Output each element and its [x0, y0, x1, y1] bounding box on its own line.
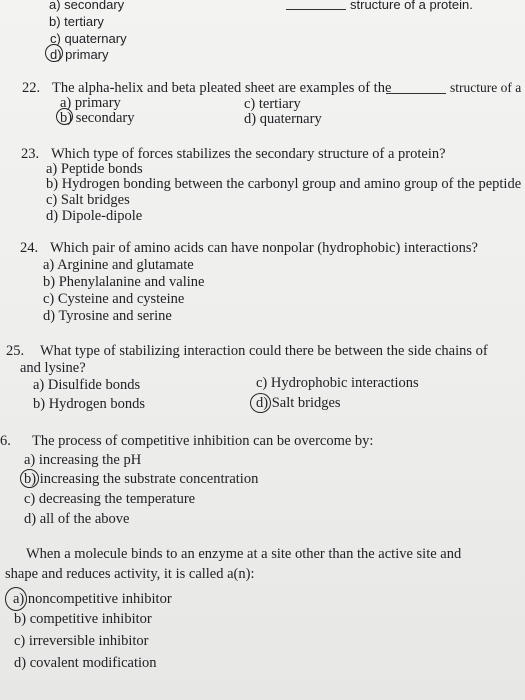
option-d: d) quaternary [244, 111, 322, 127]
question-stem: What type of stabilizing interaction could there be between the side chains of [40, 343, 488, 359]
header-fragment-left: a) secondary [49, 0, 125, 12]
option-a: a) Arginine and glutamate [43, 257, 194, 273]
question-stem: Which type of forces stabilizes the secondary structure of a protein? [51, 146, 446, 162]
question-stem: Which pair of amino acids can have nonpolar (hydrophobic) interactions? [50, 240, 478, 256]
option-c: c) quaternary [50, 31, 127, 46]
option-b: b) Hydrogen bonding between the carbonyl group and amino group of the peptide [46, 176, 522, 192]
option-d: d) Salt bridges [256, 395, 341, 411]
option-d: d) all of the above [24, 511, 130, 527]
question-stem: The alpha-helix and beta pleated sheet are examples of the [52, 80, 392, 96]
option-d: d) covalent modification [14, 655, 157, 671]
option-c: c) Hydrophobic interactions [256, 375, 419, 391]
option-a: a) Disulfide bonds [33, 377, 141, 393]
option-b: b) competitive inhibitor [14, 611, 152, 627]
option-b: b) secondary [60, 110, 135, 126]
question-number: 24. [20, 240, 39, 256]
question-number: 6. [0, 433, 11, 449]
question-stem-line2: shape and reduces activity, it is called a(n): [5, 566, 255, 582]
option-c: c) decreasing the temperature [24, 491, 196, 507]
question-number: 25. [6, 343, 25, 359]
answer-circle [56, 108, 73, 125]
option-d: d) Tyrosine and serine [43, 308, 172, 324]
option-d: d) Dipole-dipole [46, 208, 143, 224]
question-stem: When a molecule binds to an enzyme at a site other than the active site and [26, 546, 462, 562]
answer-blank [286, 9, 346, 10]
question-stem: The process of competitive inhibition can be overcome by: [32, 433, 374, 449]
option-a: a) primary [60, 95, 121, 111]
question-stem-line2: and lysine? [20, 360, 86, 376]
option-c: c) Salt bridges [46, 192, 130, 208]
header-fragment-right: structure of a protein. [350, 0, 473, 12]
option-c: c) irreversible inhibitor [14, 633, 149, 649]
answer-circle [45, 44, 63, 62]
answer-circle [20, 469, 39, 488]
answer-blank [386, 93, 446, 94]
option-a: a) Peptide bonds [46, 161, 143, 177]
question-number: 22. [22, 80, 41, 96]
question-number: 23. [21, 146, 40, 162]
option-d: d) primary [50, 47, 109, 62]
answer-circle [250, 393, 271, 413]
option-a: a) increasing the pH [24, 452, 142, 468]
option-c: c) Cysteine and cysteine [43, 291, 185, 307]
option-b: b) Hydrogen bonds [33, 396, 145, 412]
option-a: a) noncompetitive inhibitor [13, 591, 172, 607]
option-c: c) tertiary [244, 96, 301, 112]
option-b: b) Phenylalanine and valine [43, 274, 205, 290]
question-stem-end: structure of a [450, 80, 522, 95]
answer-circle [5, 587, 27, 611]
option-b: b) increasing the substrate concentration [24, 471, 259, 487]
option-b: b) tertiary [49, 14, 104, 29]
